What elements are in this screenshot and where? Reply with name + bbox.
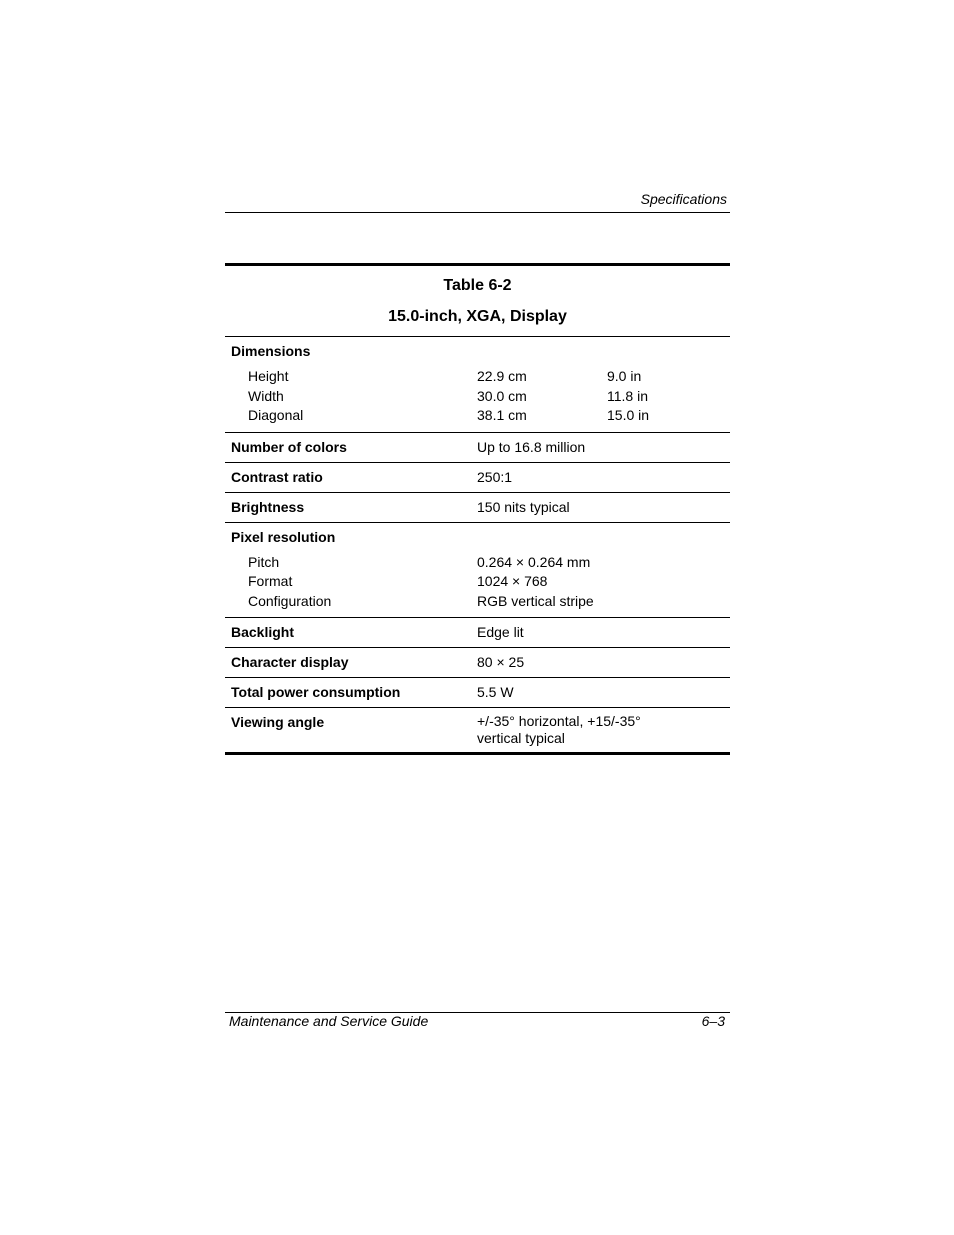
row-number-of-colors [225,432,730,462]
row-value: 150 nits typical [477,498,570,515]
row-label: Total power consumption [231,684,401,700]
row-label: Brightness [231,498,305,515]
row-label: Backlight [231,624,295,640]
sub-label: Format [248,573,293,589]
row-value: 80 × 25 [477,654,525,670]
imperial-value: 11.8 in [607,387,648,404]
header-rule [225,212,730,213]
row-total-power-consumption [225,677,730,707]
sub-value: 0.264 × 0.264 mm [477,553,591,570]
sub-row-format [225,572,730,592]
metric-value: 22.9 cm [477,368,527,384]
row-pixel-resolution [225,522,730,618]
table-title: 15.0-inch, XGA, Display [388,308,567,325]
sub-label: Width [248,387,284,404]
sub-row-width [225,387,730,407]
page-number: 6–3 [701,1013,725,1029]
metric-value: 30.0 cm [477,387,527,404]
running-header: Specifications [640,191,727,207]
metric-value: 38.1 cm [477,407,527,423]
footer-guide-title: Maintenance and Service Guide [229,1013,429,1029]
sub-label: Height [248,368,289,384]
value-line-2: vertical typical [477,730,565,746]
sub-row-configuration [225,592,730,612]
row-value [477,713,727,747]
row-label: Number of colors [231,438,347,455]
row-value: 5.5 W [477,684,514,700]
row-label: Character display [231,654,349,670]
sub-label: Diagonal [248,407,304,423]
sub-value: RGB vertical stripe [477,592,594,609]
row-value: 250:1 [477,468,513,485]
row-label: Pixel resolution [231,528,336,545]
sub-row-pitch [225,553,730,573]
row-label: Contrast ratio [231,468,323,485]
imperial-value: 15.0 in [607,407,650,423]
sub-label: Pitch [248,553,280,570]
row-character-display [225,647,730,677]
table-number: Table 6-2 [443,277,512,294]
imperial-value: 9.0 in [607,368,642,384]
row-contrast-ratio [225,462,730,492]
value-line-1: +/-35° horizontal, +15/-35° [477,713,641,729]
sub-row-height [225,367,730,387]
spec-table [225,263,730,755]
row-dimensions [225,336,730,432]
row-label: Dimensions [231,343,311,359]
row-brightness [225,492,730,522]
sub-row-diagonal [225,406,730,426]
row-value: Edge lit [477,624,524,640]
row-value: Up to 16.8 million [477,438,586,455]
row-label: Viewing angle [231,714,325,730]
row-viewing-angle [225,707,730,752]
sub-value: 1024 × 768 [477,573,548,589]
row-backlight [225,617,730,647]
sub-label: Configuration [248,592,332,609]
